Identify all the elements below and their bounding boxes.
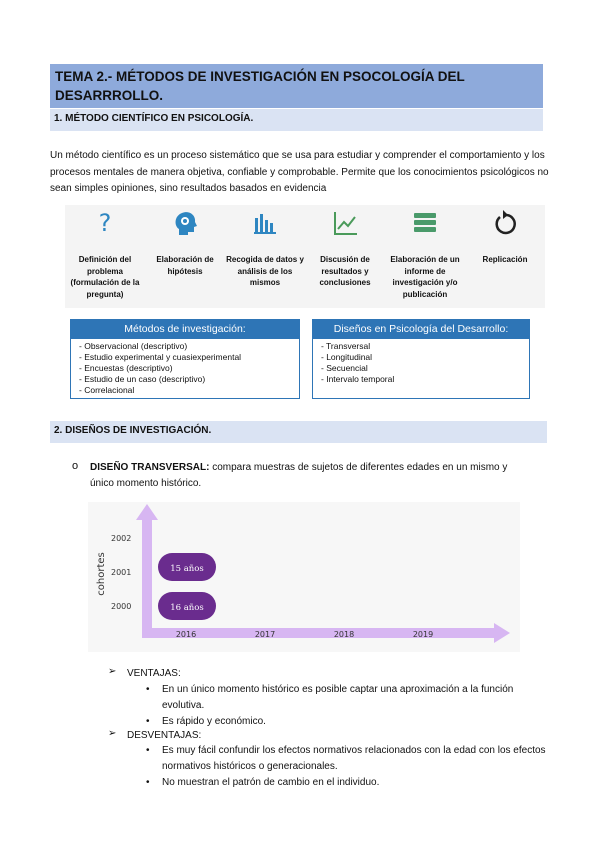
step-label: Elaboración de hipótesis <box>156 255 214 276</box>
y-axis-arrow <box>142 518 152 638</box>
step-label: Definición del problema (formulación de la pregunta) <box>70 255 140 299</box>
bubble-label: 16 años <box>170 603 204 613</box>
chevron-icon: ➢ <box>108 728 117 739</box>
year-label: 2016 <box>175 630 197 639</box>
x-axis-arrow <box>146 628 496 638</box>
bullet-dot: • <box>146 716 150 727</box>
bubble-label: 15 años <box>170 564 204 574</box>
bullet-dot: • <box>146 684 150 695</box>
step-label: Replicación <box>482 255 528 264</box>
design-term: DISEÑO TRANSVERSAL: <box>90 462 210 473</box>
methods-list <box>71 341 299 396</box>
section-1-heading: 1. MÉTODO CIENTÍFICO EN PSICOLOGÍA. <box>54 113 254 124</box>
cohort-label: 2002 <box>111 534 132 543</box>
transversal-diagram <box>88 502 520 652</box>
svg-text:?: ? <box>98 209 112 237</box>
design-description-2: único momento histórico. <box>90 478 202 489</box>
list-item: - Correlacional <box>79 385 299 396</box>
list-item: - Estudio de un caso (descriptivo) <box>79 374 299 385</box>
step-label: Elaboración de un informe de investigación y/o publicación <box>390 255 460 299</box>
step-label: Recogida de datos y análisis de los mismos <box>226 255 304 287</box>
year-label: 2019 <box>412 630 434 639</box>
cohort-label: 2001 <box>111 568 132 577</box>
replay-arrow-icon <box>485 208 525 238</box>
advantage-item: En un único momento histórico es posible captar una aproximación a la función evolutiva. <box>162 684 514 711</box>
cohort-label: 2000 <box>111 602 132 611</box>
stack-books-icon <box>405 208 445 238</box>
list-item: - Secuencial <box>321 363 529 374</box>
designs-box <box>312 319 530 399</box>
bullet-dot: • <box>146 777 150 788</box>
design-description: compara muestras de sujetos de diferentes edades en un mismo y <box>209 462 508 473</box>
list-item: - Longitudinal <box>321 352 529 363</box>
head-gears-icon <box>165 208 205 238</box>
intro-paragraph: Un método científico es un proceso sistemático que se usa para estudiar y comprender el comportamiento y los procesos mentales de manera objetiva, confiable y comprobable. Permite que los conocimientos psicológicos no sean simples opiniones, sino resultados basados en evidencia <box>50 150 549 194</box>
year-label: 2017 <box>254 630 276 639</box>
y-axis-label: cohortes <box>96 552 107 596</box>
question-mark-icon <box>85 208 125 238</box>
list-item: - Observacional (descriptivo) <box>79 341 299 352</box>
advantage-item: Es rápido y económico. <box>162 716 266 727</box>
methods-box <box>70 319 300 399</box>
line-chart-icon <box>325 208 365 238</box>
chevron-icon: ➢ <box>108 666 117 677</box>
disadvantages-label: DESVENTAJAS: <box>127 730 202 741</box>
designs-box-title: Diseños en Psicología del Desarrollo: <box>313 320 529 339</box>
section-2-heading: 2. DISEÑOS DE INVESTIGACIÓN. <box>54 425 212 436</box>
page-title: TEMA 2.- MÉTODOS DE INVESTIGACIÓN EN PSOCOLOGÍA DEL DESARRROLLO. <box>55 69 465 103</box>
year-label: 2018 <box>333 630 355 639</box>
bullet-dot: • <box>146 745 150 756</box>
disadvantage-item: Es muy fácil confundir los efectos normativos relacionados con la edad con los efectos normativos históricos o generacionales. <box>162 745 546 772</box>
advantages-label: VENTAJAS: <box>127 668 181 679</box>
design-definition <box>90 460 550 492</box>
bullet-marker: o <box>72 460 79 472</box>
bar-chart-icon <box>245 208 285 238</box>
disadvantage-item: No muestran el patrón de cambio en el individuo. <box>162 777 380 788</box>
designs-list <box>313 341 529 385</box>
step-label: Discusión de resultados y conclusiones <box>319 255 371 287</box>
list-item: - Intervalo temporal <box>321 374 529 385</box>
list-item: - Transversal <box>321 341 529 352</box>
list-item: - Encuestas (descriptivo) <box>79 363 299 374</box>
methods-box-title: Métodos de investigación: <box>71 320 299 339</box>
list-item: - Estudio experimental y cuasiexperimental <box>79 352 299 363</box>
